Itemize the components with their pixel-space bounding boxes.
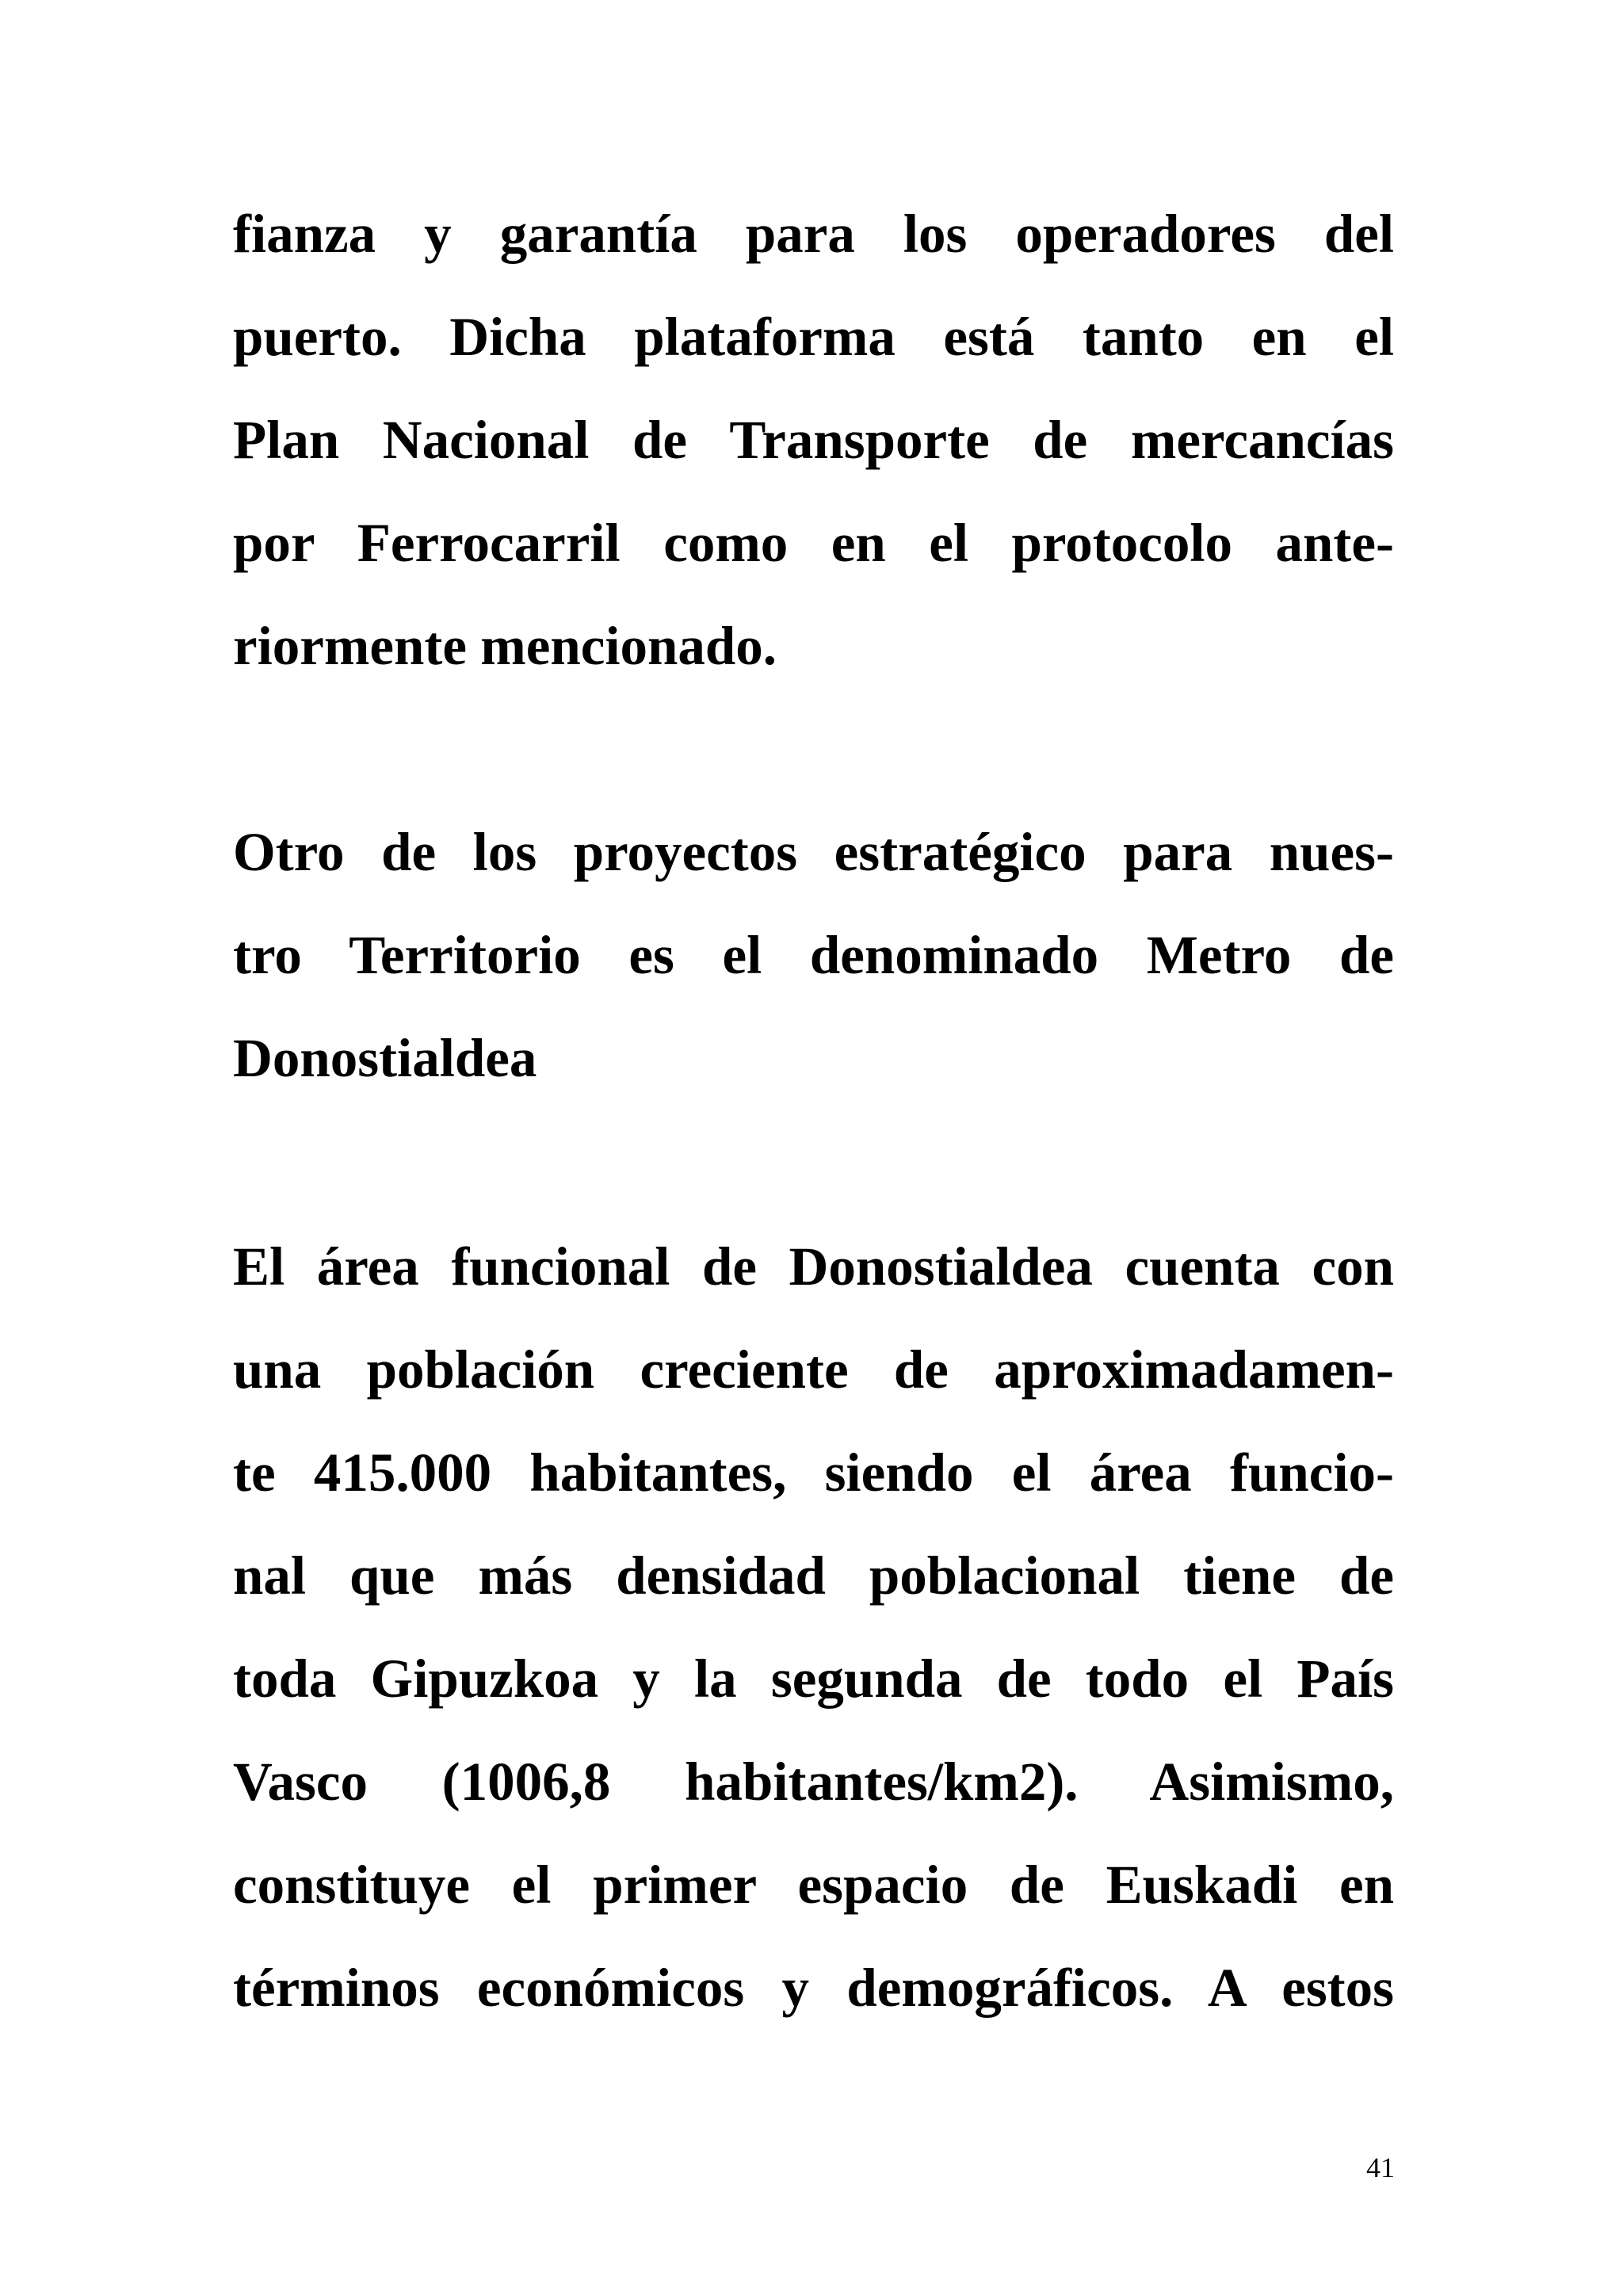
text-line: puerto. Dicha plataforma está tanto en el bbox=[233, 307, 1394, 367]
text-line: Otro de los proyectos estratégico para nues- bbox=[233, 822, 1394, 882]
text-line: fianza y garantía para los operadores del bbox=[233, 204, 1394, 264]
text-line: por Ferrocarril como en el protocolo ante- bbox=[233, 513, 1394, 573]
text-line: una población creciente de aproximadamen- bbox=[233, 1339, 1394, 1400]
text-line: te 415.000 habitantes, siendo el área funcio- bbox=[233, 1442, 1394, 1503]
text-line: nal que más densidad poblacional tiene de bbox=[233, 1545, 1394, 1606]
text-line: Plan Nacional de Transporte de mercancías bbox=[233, 410, 1394, 470]
text-line: riormente mencionado. bbox=[233, 616, 777, 676]
text-line: Donostialdea bbox=[233, 1028, 537, 1088]
text-line: términos económicos y demográficos. A estos bbox=[233, 1958, 1394, 2018]
text-line: constituye el primer espacio de Euskadi en bbox=[233, 1855, 1394, 1915]
text-line: El área funcional de Donostialdea cuenta con bbox=[233, 1236, 1394, 1297]
page-number: 41 bbox=[1366, 2152, 1395, 2183]
text-line: tro Territorio es el denominado Metro de bbox=[233, 925, 1394, 985]
text-line: Vasco (1006,8 habitantes/km2). Asimismo, bbox=[233, 1752, 1394, 1812]
text-line: toda Gipuzkoa y la segunda de todo el País bbox=[233, 1648, 1394, 1709]
